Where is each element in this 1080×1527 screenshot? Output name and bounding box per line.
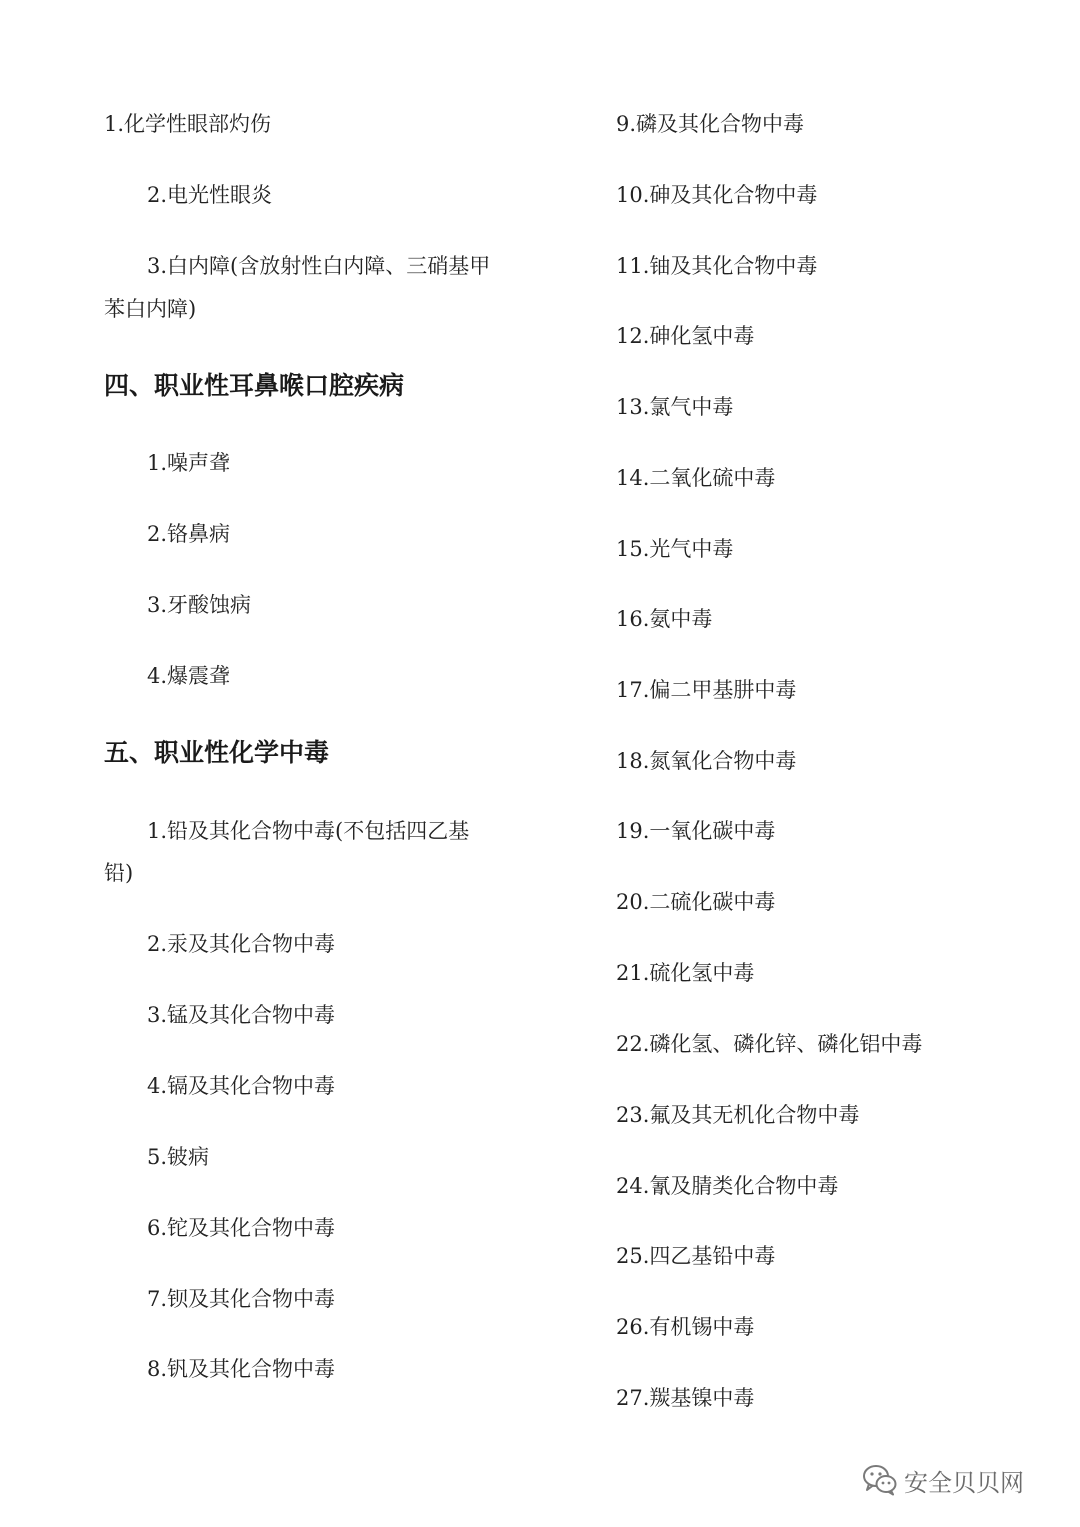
- list-item: 24.氰及腈类化合物中毒: [616, 1174, 839, 1198]
- list-item: 9.磷及其化合物中毒: [616, 112, 805, 136]
- list-item: 15.光气中毒: [616, 537, 734, 561]
- list-item-continuation: 苯白内障): [104, 297, 197, 321]
- list-item: 4.爆震聋: [147, 664, 231, 688]
- list-item: 2.铬鼻病: [147, 522, 231, 546]
- section-heading: 五、职业性化学中毒: [104, 738, 330, 767]
- list-item: 8.钒及其化合物中毒: [147, 1357, 336, 1381]
- list-item: 1.噪声聋: [147, 451, 231, 475]
- list-item: 1.化学性眼部灼伤: [104, 112, 272, 136]
- watermark-text: 安全贝贝网: [904, 1468, 1024, 1497]
- list-item: 5.铍病: [147, 1145, 210, 1169]
- list-item: 17.偏二甲基肼中毒: [616, 678, 797, 702]
- list-item: 3.锰及其化合物中毒: [147, 1003, 336, 1027]
- list-item: 12.砷化氢中毒: [616, 324, 755, 348]
- list-item: 21.硫化氢中毒: [616, 961, 755, 985]
- section-heading: 四、职业性耳鼻喉口腔疾病: [104, 371, 405, 400]
- list-item: 11.铀及其化合物中毒: [616, 254, 818, 278]
- list-item: 20.二硫化碳中毒: [616, 890, 776, 914]
- list-item: 4.镉及其化合物中毒: [147, 1074, 336, 1098]
- list-item: 23.氟及其无机化合物中毒: [616, 1103, 860, 1127]
- list-item: 18.氮氧化合物中毒: [616, 749, 797, 773]
- list-item: 2.电光性眼炎: [147, 183, 273, 207]
- list-item-continuation: 铅): [104, 861, 134, 885]
- list-item: 3.牙酸蚀病: [147, 593, 252, 617]
- list-item: 2.汞及其化合物中毒: [147, 932, 336, 956]
- list-item: 16.氨中毒: [616, 607, 713, 631]
- list-item: 27.羰基镍中毒: [616, 1386, 755, 1410]
- list-item: 7.钡及其化合物中毒: [147, 1287, 336, 1311]
- list-item: 6.铊及其化合物中毒: [147, 1216, 336, 1240]
- list-item: 19.一氧化碳中毒: [616, 819, 776, 843]
- list-item: 13.氯气中毒: [616, 395, 734, 419]
- list-item: 26.有机锡中毒: [616, 1315, 755, 1339]
- list-item: 10.砷及其化合物中毒: [616, 183, 818, 207]
- list-item: 25.四乙基铅中毒: [616, 1244, 776, 1268]
- list-item: 14.二氧化硫中毒: [616, 466, 776, 490]
- wechat-icon: [862, 1464, 898, 1496]
- list-item: 22.磷化氢、磷化锌、磷化铝中毒: [616, 1032, 923, 1056]
- list-item: 3.白内障(含放射性白内障、三硝基甲: [147, 254, 491, 278]
- list-item: 1.铅及其化合物中毒(不包括四乙基: [147, 819, 470, 843]
- watermark: [862, 1460, 1024, 1500]
